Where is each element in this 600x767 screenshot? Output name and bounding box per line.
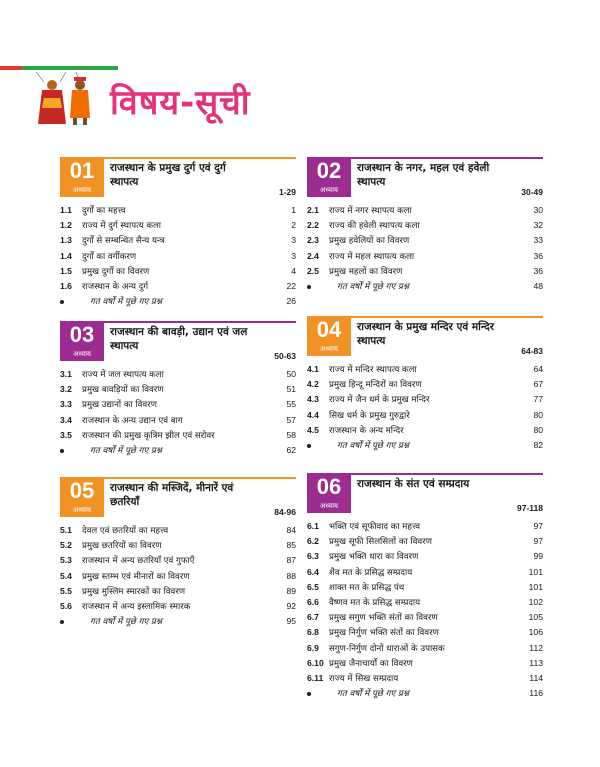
entry-page: 102 — [528, 596, 543, 607]
toc-entry[interactable] — [307, 264, 543, 279]
entry-title: प्रमुख उद्यानों का विवरण — [82, 400, 157, 411]
entry-title: गत वर्षों में पूछे गए प्रश्न — [337, 689, 409, 700]
chapter-number-badge — [60, 477, 104, 517]
entry-number: 2.4 — [307, 250, 319, 261]
chapter-page-range: 64-83 — [521, 346, 543, 356]
toc-entry[interactable] — [60, 538, 296, 553]
toc-entry[interactable] — [60, 233, 296, 248]
entry-page: 67 — [533, 379, 543, 390]
entry-number: 6.5 — [307, 581, 319, 592]
toc-entry[interactable] — [307, 534, 543, 549]
entry-title: राज्य में दुर्ग स्थापत्य कला — [82, 221, 162, 232]
chapter-title: राजस्थान के संत एवं सम्प्रदाय — [357, 478, 470, 490]
entry-number: 4.4 — [307, 409, 319, 420]
entry-page: 89 — [286, 585, 296, 596]
chapter-03 — [60, 321, 296, 458]
entry-number: 6.4 — [307, 566, 319, 577]
entry-page: 33 — [533, 235, 543, 246]
chapter-items — [307, 203, 543, 294]
entry-title: राज्य में महल स्थापत्य कला — [329, 251, 415, 262]
entry-bullet-cell — [307, 279, 329, 294]
entry-title: देवल एवं छतरियों का महत्त्व — [82, 526, 169, 536]
chapter-title: राजस्थान के प्रमुख दुर्ग एवं दुर्ग स्थापत्य — [110, 162, 226, 188]
entry-title: राज्य में जैन धर्म के प्रमुख मन्दिर — [329, 395, 430, 406]
entry-title: प्रमुख सगुण भक्ति संतों का विवरण — [329, 613, 438, 624]
entry-title: राजस्थान के अन्य मन्दिर — [329, 425, 404, 436]
entry-title: गत वर्षों में पूछे गए प्रश्न — [90, 297, 162, 308]
bullet-icon — [60, 449, 64, 453]
bullet-icon — [307, 444, 311, 448]
entry-page: 88 — [286, 570, 296, 581]
entry-title: राज्य में मन्दिर स्थापत्य कला — [329, 365, 417, 375]
entry-number: 4.5 — [307, 424, 319, 435]
entry-bullet-cell — [60, 294, 82, 309]
entry-page: 2 — [291, 220, 296, 231]
entry-page: 112 — [529, 642, 543, 653]
entry-page: 97 — [533, 536, 543, 547]
entry-title: शाक्त मत के प्रसिद्ध पंथ — [329, 582, 405, 593]
entry-number: 3.1 — [60, 369, 72, 379]
toc-entry[interactable] — [60, 249, 296, 264]
chapter-number-badge — [307, 316, 351, 356]
chapter-label: अध्याय — [73, 350, 91, 358]
entry-page: 22 — [286, 280, 296, 291]
toc-entry[interactable] — [307, 519, 543, 534]
entry-page: 82 — [533, 439, 543, 450]
entry-bullet-cell — [60, 614, 82, 629]
entry-title: राजस्थान के अन्य दुर्ग — [82, 281, 149, 292]
entry-number: 2.5 — [307, 265, 319, 276]
entry-title: गत वर्षों में पूछे गए प्रश्न — [90, 445, 162, 456]
entry-page: 80 — [533, 409, 543, 420]
entry-number: 6.11 — [307, 672, 324, 683]
entry-title: गत वर्षों में पूछे गए प्रश्न — [90, 617, 162, 628]
chapter-label: अध्याय — [320, 186, 338, 194]
toc-entry[interactable] — [307, 549, 543, 564]
entry-title: सिख धर्म के प्रमुख गुरुद्वारे — [329, 410, 410, 421]
entry-number: 5.2 — [60, 540, 72, 551]
entry-page: 50 — [286, 369, 296, 379]
entry-number: 1.5 — [60, 265, 72, 276]
top-rule-red — [0, 66, 22, 70]
entry-number: 2.1 — [307, 205, 319, 215]
chapter-01 — [60, 157, 296, 309]
bullet-icon — [60, 300, 64, 304]
entry-number: 6.2 — [307, 536, 319, 547]
chapter-number-badge — [307, 473, 351, 513]
toc-entry[interactable] — [60, 428, 296, 443]
entry-number: 1.1 — [60, 205, 72, 215]
top-rule-green — [22, 66, 118, 70]
entry-number: 5.3 — [60, 555, 72, 566]
entry-title: दुर्गों से सम्बन्धित सैन्य यन्त्र — [82, 236, 165, 247]
chapter-title: राजस्थान के नगर, महल एवं हवेली स्थापत्य — [357, 162, 490, 188]
entry-page: 116 — [529, 688, 543, 699]
entry-page: 4 — [291, 265, 296, 276]
entry-page: 101 — [528, 566, 543, 577]
entry-number: 6.6 — [307, 596, 319, 607]
bullet-icon — [60, 620, 64, 624]
toc-entry-previous-questions[interactable] — [60, 443, 296, 458]
entry-page: 97 — [533, 521, 543, 531]
entry-title: राजस्थान के अन्य उद्यान एवं बाग — [82, 415, 183, 426]
chapter-number: 01 — [69, 158, 95, 183]
toc-entry[interactable] — [307, 392, 543, 407]
toc-entry[interactable] — [307, 641, 543, 656]
entry-page: 55 — [286, 399, 296, 410]
entry-number: 6.9 — [307, 642, 319, 653]
entry-page: 114 — [529, 672, 543, 683]
entry-number: 4.3 — [307, 394, 319, 405]
entry-number: 1.3 — [60, 235, 72, 246]
entry-title: राजस्थान में अन्य इस्लामिक स्मारक — [82, 601, 191, 612]
chapter-02 — [307, 157, 543, 294]
toc-entry[interactable] — [60, 264, 296, 279]
entry-page: 58 — [286, 429, 296, 440]
toc-entry[interactable] — [307, 671, 543, 686]
entry-number: 1.6 — [60, 280, 72, 291]
entry-number: 6.1 — [307, 521, 319, 531]
chapter-title: राजस्थान के प्रमुख मन्दिर एवं मन्दिर स्थापत्य — [357, 321, 494, 347]
toc-entry[interactable] — [307, 408, 543, 423]
toc-entry-previous-questions[interactable] — [60, 614, 296, 629]
entry-title: प्रमुख हिन्दू मन्दिरों का विवरण — [329, 380, 422, 391]
entry-title: प्रमुख बावड़ियों का विवरण — [82, 385, 164, 396]
entry-number: 5.4 — [60, 570, 72, 581]
entry-title: राज्य में नगर स्थापत्य कला — [329, 206, 412, 216]
puppets-icon — [26, 72, 104, 126]
entry-number: 6.8 — [307, 627, 319, 638]
entry-title: प्रमुख निर्गुण भक्ति संतों का विवरण — [329, 628, 439, 639]
toc-entry[interactable] — [60, 279, 296, 294]
toc-entry[interactable] — [60, 367, 296, 382]
entry-page: 113 — [529, 657, 543, 668]
toc-entry[interactable] — [60, 523, 296, 538]
toc-entry[interactable] — [307, 610, 543, 625]
entry-number: 6.7 — [307, 612, 319, 623]
entry-title: प्रमुख छतरियों का विवरण — [82, 541, 162, 552]
entry-page: 105 — [528, 612, 543, 623]
toc-entry[interactable] — [60, 382, 296, 397]
chapter-label: अध्याय — [320, 502, 338, 510]
entry-title: प्रमुख भक्ति धारा का विवरण — [329, 552, 419, 563]
chapter-header — [60, 321, 296, 363]
entry-page: 84 — [286, 525, 296, 535]
entry-page: 99 — [533, 551, 543, 562]
entry-title: राजस्थान में अन्य छतरियाँ एवं गुफाएँ — [82, 556, 195, 567]
entry-title: शैव मत के प्रसिद्ध सम्प्रदाय — [329, 567, 413, 578]
entry-page: 1 — [291, 205, 296, 215]
page-title: विषय-सूची — [110, 83, 251, 123]
entry-title: वैष्णव मत के प्रसिद्ध सम्प्रदाय — [329, 597, 421, 608]
entry-page: 30 — [533, 205, 543, 215]
chapter-items — [60, 203, 296, 309]
toc-entry[interactable] — [60, 218, 296, 233]
chapter-header — [307, 316, 543, 358]
chapter-page-range: 30-49 — [521, 187, 543, 197]
toc-entry[interactable] — [307, 595, 543, 610]
chapter-page-range: 50-63 — [274, 351, 296, 361]
entry-page: 95 — [286, 616, 296, 627]
chapter-items — [60, 523, 296, 629]
entry-number: 6.10 — [307, 657, 324, 668]
entry-title: दुर्गों का महत्त्व — [82, 206, 126, 216]
chapter-number-badge — [307, 157, 351, 197]
toc-entry[interactable] — [307, 656, 543, 671]
entry-page: 85 — [286, 540, 296, 551]
entry-number: 1.2 — [60, 220, 72, 231]
entry-number: 2.3 — [307, 235, 319, 246]
entry-number: 3.2 — [60, 384, 72, 395]
entry-title: प्रमुख सूफी सिलसिलों का विवरण — [329, 537, 432, 548]
entry-title: राजस्थान की प्रमुख कृत्रिम झील एवं सरोवर — [82, 430, 215, 441]
chapter-number: 03 — [69, 322, 95, 347]
chapter-header — [307, 157, 543, 199]
toc-entry[interactable] — [60, 553, 296, 568]
toc-entry[interactable] — [307, 249, 543, 264]
toc-entry[interactable] — [60, 397, 296, 412]
entry-number: 5.6 — [60, 600, 72, 611]
entry-page: 32 — [533, 220, 543, 231]
entry-bullet-cell — [307, 438, 329, 453]
toc-entry[interactable] — [60, 599, 296, 614]
bullet-icon — [307, 692, 311, 696]
entry-page: 80 — [533, 424, 543, 435]
chapter-label: अध्याय — [320, 345, 338, 353]
chapter-items — [307, 519, 543, 701]
entry-page: 36 — [533, 250, 543, 261]
bullet-icon — [307, 285, 311, 289]
entry-number: 4.2 — [307, 379, 319, 390]
chapter-label: अध्याय — [73, 506, 91, 514]
chapter-05 — [60, 477, 296, 629]
toc-entry[interactable] — [307, 565, 543, 580]
entry-title: राज्य की हवेली स्थापत्य कला — [329, 221, 420, 232]
chapter-header — [307, 473, 543, 515]
toc-entry[interactable] — [307, 233, 543, 248]
toc-entry[interactable] — [60, 569, 296, 584]
toc-entry[interactable] — [60, 584, 296, 599]
entry-bullet-cell — [307, 686, 329, 701]
entry-title: राज्य में सिख सम्प्रदाय — [329, 673, 399, 684]
chapter-page-range: 97-118 — [517, 503, 543, 513]
chapter-title: राजस्थान की मस्जिदें, मीनारें एवं छतरियाँ — [110, 482, 234, 508]
entry-number: 3.5 — [60, 429, 72, 440]
entry-title: प्रमुख महलों का विवरण — [329, 266, 403, 277]
entry-title: प्रमुख जैनाचार्यों का विवरण — [329, 658, 413, 669]
toc-entry[interactable] — [307, 625, 543, 640]
toc-entry-previous-questions[interactable] — [307, 438, 543, 453]
entry-title: राज्य में जल स्थापत्य कला — [82, 370, 164, 380]
entry-title: सगुण-निर्गुण दोनों धाराओं के उपासक — [329, 643, 445, 654]
entry-page: 36 — [533, 265, 543, 276]
toc-entry[interactable] — [307, 218, 543, 233]
entry-bullet-cell — [60, 443, 82, 458]
entry-page: 62 — [286, 444, 296, 455]
chapter-number-badge — [60, 157, 104, 197]
entry-title: भक्ति एवं सूफीवाद का महत्त्व — [329, 522, 421, 532]
entry-page: 106 — [528, 627, 543, 638]
entry-page: 51 — [286, 384, 296, 395]
chapter-number: 02 — [316, 158, 342, 183]
chapter-page-range: 84-96 — [274, 507, 296, 517]
entry-page: 3 — [291, 250, 296, 261]
entry-title: प्रमुख स्तम्भ एवं मीनारों का विवरण — [82, 571, 190, 582]
entry-number: 6.3 — [307, 551, 319, 562]
toc-entry[interactable] — [307, 580, 543, 595]
entry-title: दुर्गों का वर्गीकरण — [82, 251, 137, 262]
chapter-number: 05 — [69, 478, 95, 503]
entry-page: 3 — [291, 235, 296, 246]
toc-entry[interactable] — [60, 203, 296, 218]
chapter-items — [60, 367, 296, 458]
toc-entry-previous-questions[interactable] — [60, 294, 296, 309]
entry-page: 77 — [533, 394, 543, 405]
entry-number: 1.4 — [60, 250, 72, 261]
toc-entry-previous-questions[interactable] — [307, 686, 543, 701]
entry-number: 3.4 — [60, 414, 72, 425]
toc-entry[interactable] — [307, 203, 543, 218]
chapter-06 — [307, 473, 543, 701]
entry-number: 2.2 — [307, 220, 319, 231]
entry-page: 57 — [286, 414, 296, 425]
entry-number: 5.5 — [60, 585, 72, 596]
chapter-items — [307, 362, 543, 453]
entry-title: गत वर्षों में पूछे गए प्रश्न — [337, 440, 409, 451]
entry-number: 3.3 — [60, 399, 72, 410]
chapter-title: राजस्थान की बावड़ी, उद्यान एवं जल स्थापत्य — [110, 326, 248, 352]
toc-entry[interactable] — [307, 377, 543, 392]
entry-title: प्रमुख दुर्गों का विवरण — [82, 266, 150, 277]
entry-number: 5.1 — [60, 525, 72, 535]
entry-page: 87 — [286, 555, 296, 566]
chapter-number-badge — [60, 321, 104, 361]
chapter-04 — [307, 316, 543, 453]
chapter-number: 06 — [316, 474, 342, 499]
entry-title: गत वर्षों में पूछे गए प्रश्न — [337, 281, 409, 292]
toc-entry-previous-questions[interactable] — [307, 279, 543, 294]
entry-title: प्रमुख हवेलियों का विवरण — [329, 236, 410, 247]
entry-number: 4.1 — [307, 364, 319, 374]
entry-page: 26 — [286, 296, 296, 307]
entry-title: प्रमुख मुस्लिम स्मारकों का विवरण — [82, 586, 186, 597]
toc-entry[interactable] — [60, 413, 296, 428]
chapter-number: 04 — [316, 317, 342, 342]
entry-page: 48 — [533, 280, 543, 291]
chapter-page-range: 1-29 — [278, 187, 296, 197]
entry-page: 64 — [533, 364, 543, 374]
toc-entry[interactable] — [307, 423, 543, 438]
chapter-header — [60, 477, 296, 519]
toc-entry[interactable] — [307, 362, 543, 377]
entry-page: 101 — [528, 581, 543, 592]
chapter-header — [60, 157, 296, 199]
chapter-label: अध्याय — [73, 186, 91, 194]
entry-page: 92 — [286, 600, 296, 611]
